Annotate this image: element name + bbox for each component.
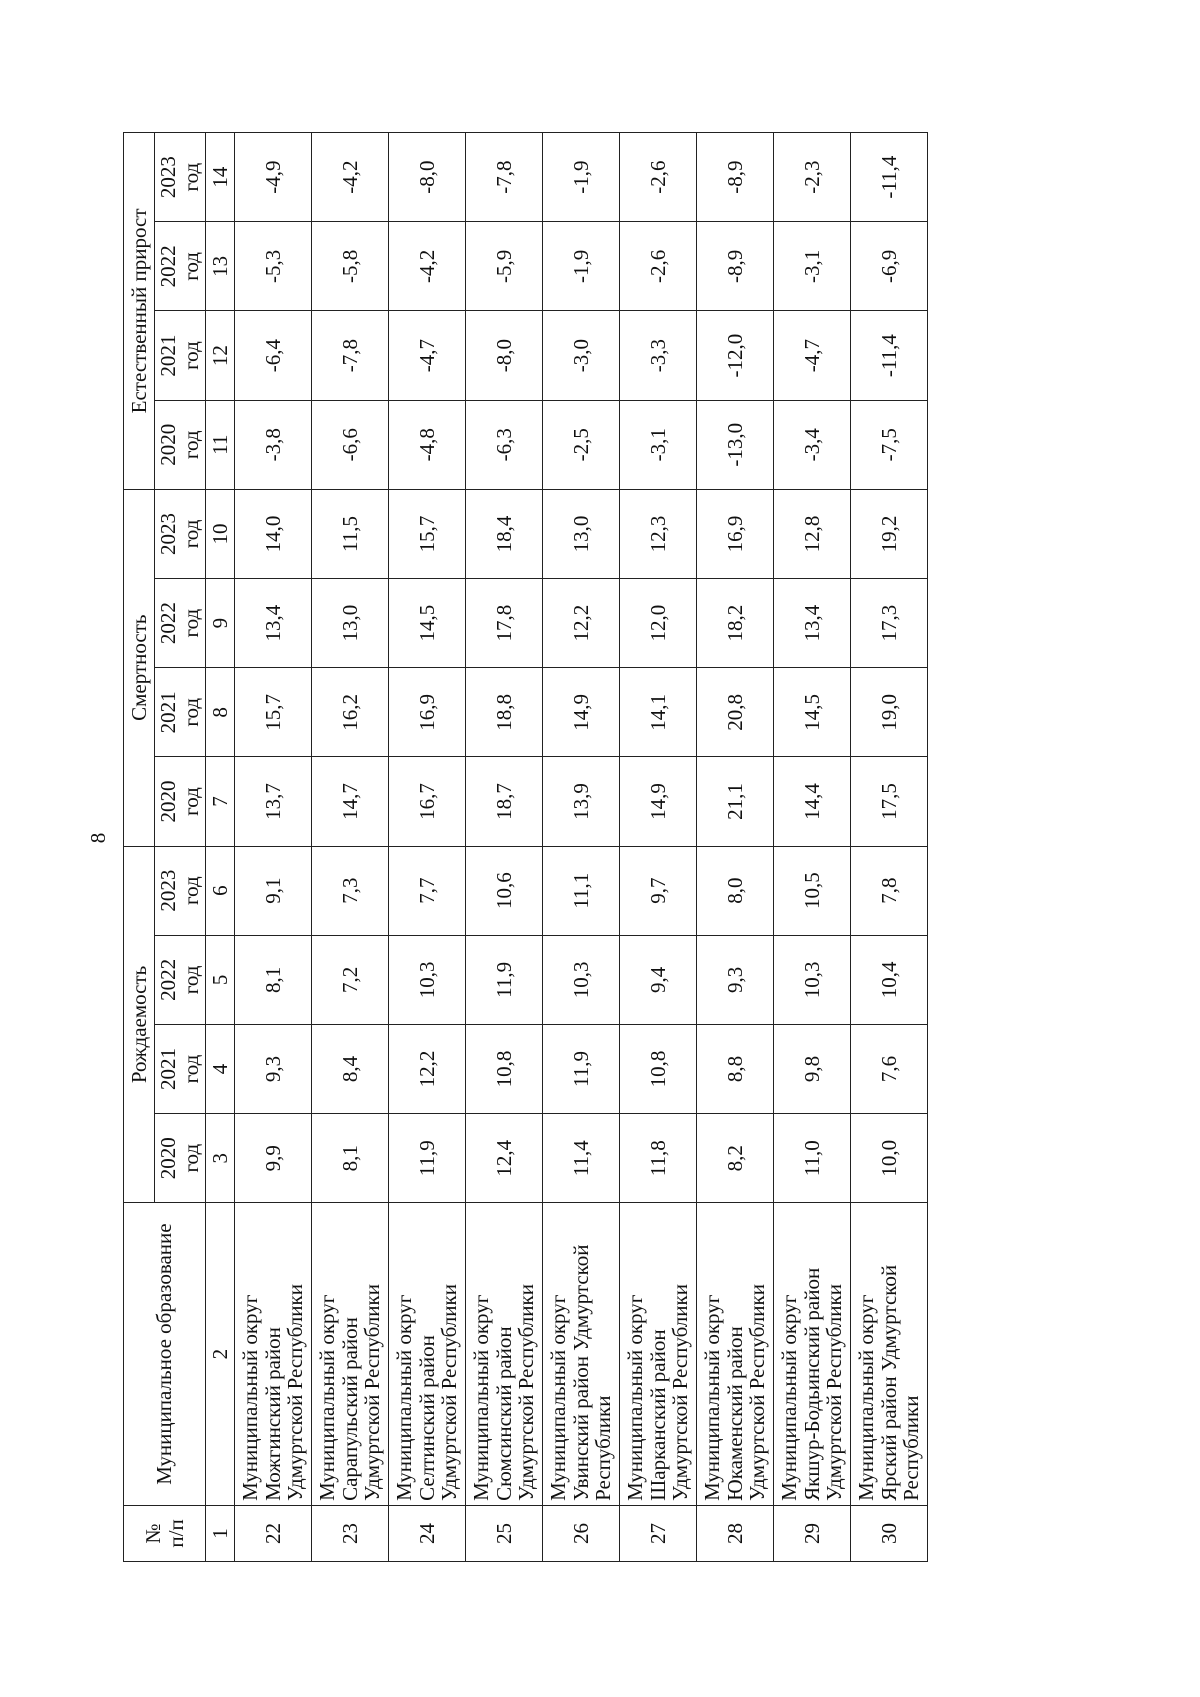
column-number: 2 [206,1203,235,1506]
row-number: 22 [235,1505,312,1561]
value-cell: -2,3 [774,133,851,222]
value-cell: -1,9 [543,133,620,222]
value-cell: -12,0 [697,311,774,400]
column-number: 12 [206,311,235,400]
value-cell: 9,3 [697,935,774,1024]
value-cell: 14,4 [774,757,851,846]
header-year: 2023 год [155,489,206,578]
municipality-name: Муниципальный округ Селтинский район Удмуртской Республики [389,1203,466,1506]
value-cell: -7,5 [851,400,928,489]
table-row [543,133,620,1562]
value-cell: -4,8 [389,400,466,489]
value-cell: -8,9 [697,133,774,222]
municipality-name: Муниципальный округ Ярский район Удмуртской Республики [851,1203,928,1506]
demographics-table [123,132,928,1562]
row-number: 26 [543,1505,620,1561]
value-cell: 7,8 [851,846,928,935]
header-year: 2022 год [155,935,206,1024]
header-year: 2020 год [155,757,206,846]
table-row [466,133,543,1562]
municipality-name: Муниципальный округ Сюмсинский район Удмуртской Республики [466,1203,543,1506]
value-cell: 14,5 [774,668,851,757]
header-year: 2022 год [155,222,206,311]
value-cell: -11,4 [851,311,928,400]
table-row [774,133,851,1562]
row-number: 30 [851,1505,928,1561]
value-cell: -7,8 [466,133,543,222]
value-cell: 9,7 [620,846,697,935]
header-year: 2021 год [155,1024,206,1113]
column-number: 14 [206,133,235,222]
value-cell: 16,9 [697,489,774,578]
value-cell: 16,7 [389,757,466,846]
value-cell: 18,2 [697,579,774,668]
header-municipality: Муниципальное образование [124,1203,206,1506]
value-cell: 21,1 [697,757,774,846]
value-cell: -1,9 [543,222,620,311]
value-cell: 11,0 [774,1114,851,1203]
column-number: 11 [206,400,235,489]
value-cell: -2,5 [543,400,620,489]
value-cell: -3,0 [543,311,620,400]
header-group-natural-increase: Естественный прирост [124,133,155,490]
value-cell: -6,9 [851,222,928,311]
value-cell: -5,3 [235,222,312,311]
value-cell: 12,2 [543,579,620,668]
value-cell: -3,1 [620,400,697,489]
value-cell: 12,8 [774,489,851,578]
value-cell: 10,0 [851,1114,928,1203]
value-cell: 10,8 [466,1024,543,1113]
row-number: 28 [697,1505,774,1561]
header-year: 2020 год [155,400,206,489]
header-group-mortality: Смертность [124,489,155,846]
value-cell: 7,6 [851,1024,928,1113]
column-number: 4 [206,1024,235,1113]
value-cell: 18,4 [466,489,543,578]
header-year: 2023 год [155,133,206,222]
value-cell: 11,8 [620,1114,697,1203]
value-cell: -4,7 [774,311,851,400]
column-number: 6 [206,846,235,935]
value-cell: 14,9 [620,757,697,846]
value-cell: -2,6 [620,222,697,311]
value-cell: 15,7 [235,668,312,757]
value-cell: -5,9 [466,222,543,311]
value-cell: 8,2 [697,1114,774,1203]
column-number: 1 [206,1505,235,1561]
value-cell: 11,1 [543,846,620,935]
column-number: 9 [206,579,235,668]
value-cell: 13,9 [543,757,620,846]
value-cell: 10,6 [466,846,543,935]
value-cell: 19,2 [851,489,928,578]
value-cell: 20,8 [697,668,774,757]
value-cell: -8,0 [389,133,466,222]
value-cell: 10,5 [774,846,851,935]
value-cell: 13,0 [543,489,620,578]
header-year: 2021 год [155,311,206,400]
value-cell: 12,2 [389,1024,466,1113]
value-cell: 9,1 [235,846,312,935]
table-container [123,132,924,1562]
value-cell: 14,5 [389,579,466,668]
value-cell: 10,3 [389,935,466,1024]
value-cell: 12,4 [466,1114,543,1203]
value-cell: -7,8 [312,311,389,400]
municipality-name: Муниципальный округ Якшур-Бодьинский район Удмуртской Республики [774,1203,851,1506]
value-cell: 8,8 [697,1024,774,1113]
value-cell: 7,7 [389,846,466,935]
value-cell: 18,8 [466,668,543,757]
header-number: № п/п [124,1505,206,1561]
municipality-name: Муниципальный округ Сарапульский район Удмуртской Республики [312,1203,389,1506]
value-cell: 13,4 [774,579,851,668]
value-cell: 14,0 [235,489,312,578]
value-cell: 14,9 [543,668,620,757]
header-year: 2020 год [155,1114,206,1203]
value-cell: -5,8 [312,222,389,311]
value-cell: 13,7 [235,757,312,846]
municipality-name: Муниципальный округ Увинский район Удмуртской Республики [543,1203,620,1506]
column-number: 3 [206,1114,235,1203]
value-cell: 11,4 [543,1114,620,1203]
value-cell: -4,2 [389,222,466,311]
value-cell: 13,0 [312,579,389,668]
column-number: 7 [206,757,235,846]
value-cell: 14,7 [312,757,389,846]
page-number: 8 [86,832,110,844]
value-cell: 11,9 [389,1114,466,1203]
value-cell: 11,9 [543,1024,620,1113]
value-cell: 16,9 [389,668,466,757]
value-cell: 8,1 [312,1114,389,1203]
value-cell: 11,5 [312,489,389,578]
value-cell: -8,9 [697,222,774,311]
value-cell: 10,3 [543,935,620,1024]
value-cell: -6,3 [466,400,543,489]
header-group-birth-rate: Рождаемость [124,846,155,1203]
value-cell: 17,8 [466,579,543,668]
row-number: 27 [620,1505,697,1561]
value-cell: -8,0 [466,311,543,400]
value-cell: 12,3 [620,489,697,578]
value-cell: 11,9 [466,935,543,1024]
value-cell: -4,2 [312,133,389,222]
row-number: 24 [389,1505,466,1561]
row-number: 25 [466,1505,543,1561]
table-row [620,133,697,1562]
column-number: 8 [206,668,235,757]
header-year: 2021 год [155,668,206,757]
table-row [312,133,389,1562]
table-row [389,133,466,1562]
column-number: 5 [206,935,235,1024]
value-cell: 10,3 [774,935,851,1024]
column-number: 13 [206,222,235,311]
value-cell: 10,8 [620,1024,697,1113]
municipality-name: Муниципальный округ Можгинский район Удмуртской Республики [235,1203,312,1506]
value-cell: 9,8 [774,1024,851,1113]
value-cell: -6,6 [312,400,389,489]
value-cell: -2,6 [620,133,697,222]
value-cell: -3,4 [774,400,851,489]
value-cell: 17,3 [851,579,928,668]
value-cell: 8,1 [235,935,312,1024]
value-cell: 14,1 [620,668,697,757]
value-cell: -11,4 [851,133,928,222]
value-cell: -4,9 [235,133,312,222]
value-cell: -13,0 [697,400,774,489]
municipality-name: Муниципальный округ Шарканский район Удмуртской Республики [620,1203,697,1506]
value-cell: 9,4 [620,935,697,1024]
value-cell: 8,4 [312,1024,389,1113]
value-cell: -6,4 [235,311,312,400]
value-cell: 17,5 [851,757,928,846]
value-cell: 19,0 [851,668,928,757]
value-cell: 7,3 [312,846,389,935]
value-cell: 13,4 [235,579,312,668]
value-cell: 16,2 [312,668,389,757]
table-row [851,133,928,1562]
table-row [697,133,774,1562]
row-number: 23 [312,1505,389,1561]
value-cell: 8,0 [697,846,774,935]
value-cell: 12,0 [620,579,697,668]
value-cell: -3,1 [774,222,851,311]
value-cell: 18,7 [466,757,543,846]
value-cell: 7,2 [312,935,389,1024]
table-row [235,133,312,1562]
municipality-name: Муниципальный округ Юкаменский район Удмуртской Республики [697,1203,774,1506]
value-cell: 10,4 [851,935,928,1024]
value-cell: -3,8 [235,400,312,489]
value-cell: -3,3 [620,311,697,400]
value-cell: 15,7 [389,489,466,578]
value-cell: -4,7 [389,311,466,400]
row-number: 29 [774,1505,851,1561]
header-year: 2023 год [155,846,206,935]
column-number: 10 [206,489,235,578]
value-cell: 9,3 [235,1024,312,1113]
value-cell: 9,9 [235,1114,312,1203]
header-year: 2022 год [155,579,206,668]
